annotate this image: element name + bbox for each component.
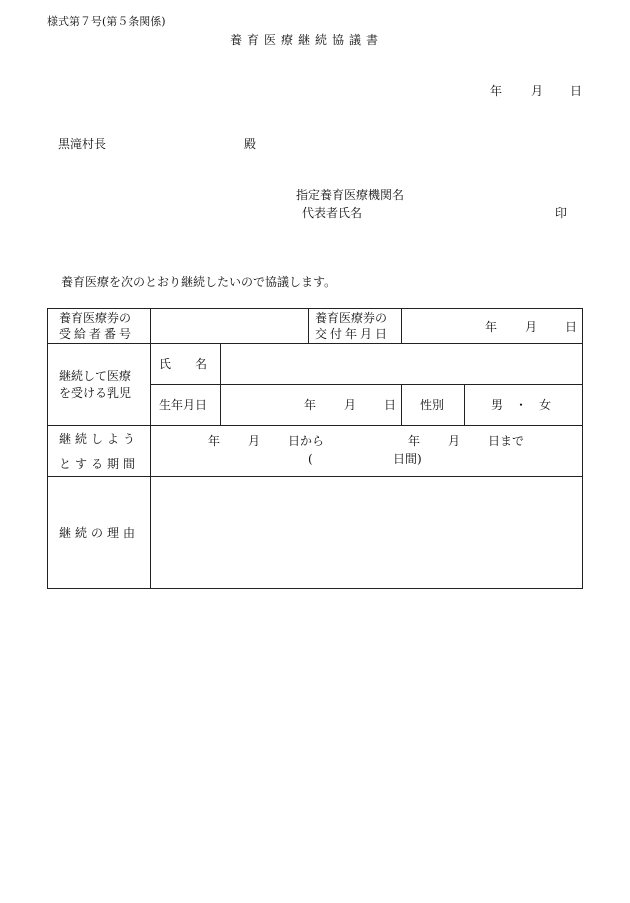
consultation-form-table [47, 308, 583, 589]
institution-name-label: 指定養育医療機関名 [296, 188, 405, 202]
intro-sentence: 養育医療を次のとおり継続したいので協議します。 [61, 275, 337, 289]
issue-month: 月 [525, 320, 538, 334]
birthdate-label: 生年月日 [159, 398, 208, 412]
date-year: 年 [490, 84, 503, 98]
period-from-year: 年 [208, 434, 221, 448]
period-label-line1: 継続しよう [59, 432, 140, 446]
date-day: 日 [570, 84, 583, 98]
reason-field[interactable] [151, 477, 581, 587]
document-title: 養育医療継続協議書 [230, 33, 384, 47]
period-to-year: 年 [408, 434, 421, 448]
birth-month: 月 [344, 398, 357, 412]
sex-options[interactable]: 男 ・ 女 [491, 398, 552, 412]
period-open-paren: ( [308, 452, 313, 466]
addressee-name: 黒滝村長 [58, 137, 107, 151]
recipient-number-label-line2: 受給者番号 [59, 327, 135, 341]
representative-name-label: 代表者氏名 [302, 206, 363, 220]
issue-day: 日 [565, 320, 578, 334]
addressee-honorific: 殿 [244, 137, 257, 151]
recipient-number-label-line1: 養育医療券の [59, 311, 132, 325]
date-month: 月 [531, 84, 544, 98]
seal-mark: 印 [555, 206, 568, 220]
form-number: 様式第７号(第５条関係) [47, 15, 166, 28]
name-label: 氏 名 [159, 357, 208, 371]
issue-date-label-line2: 交付年月日 [315, 327, 391, 341]
recipient-number-field[interactable] [151, 309, 307, 342]
period-to-month: 月 [448, 434, 461, 448]
period-from-day: 日から [288, 434, 325, 448]
birth-year: 年 [304, 398, 317, 412]
period-label-line2: とする期間 [59, 457, 140, 471]
issue-year: 年 [485, 320, 498, 334]
period-days: 日間) [393, 452, 422, 466]
reason-label: 継続の理由 [59, 526, 140, 540]
infant-name-field[interactable] [221, 344, 581, 383]
birth-day: 日 [384, 398, 397, 412]
period-to-day: 日まで [488, 434, 525, 448]
sex-label: 性別 [420, 398, 445, 412]
infant-label-line2: を受ける乳児 [59, 386, 132, 400]
period-from-month: 月 [248, 434, 261, 448]
infant-label-line1: 継続して医療 [59, 369, 132, 383]
issue-date-label-line1: 養育医療券の [315, 311, 388, 325]
